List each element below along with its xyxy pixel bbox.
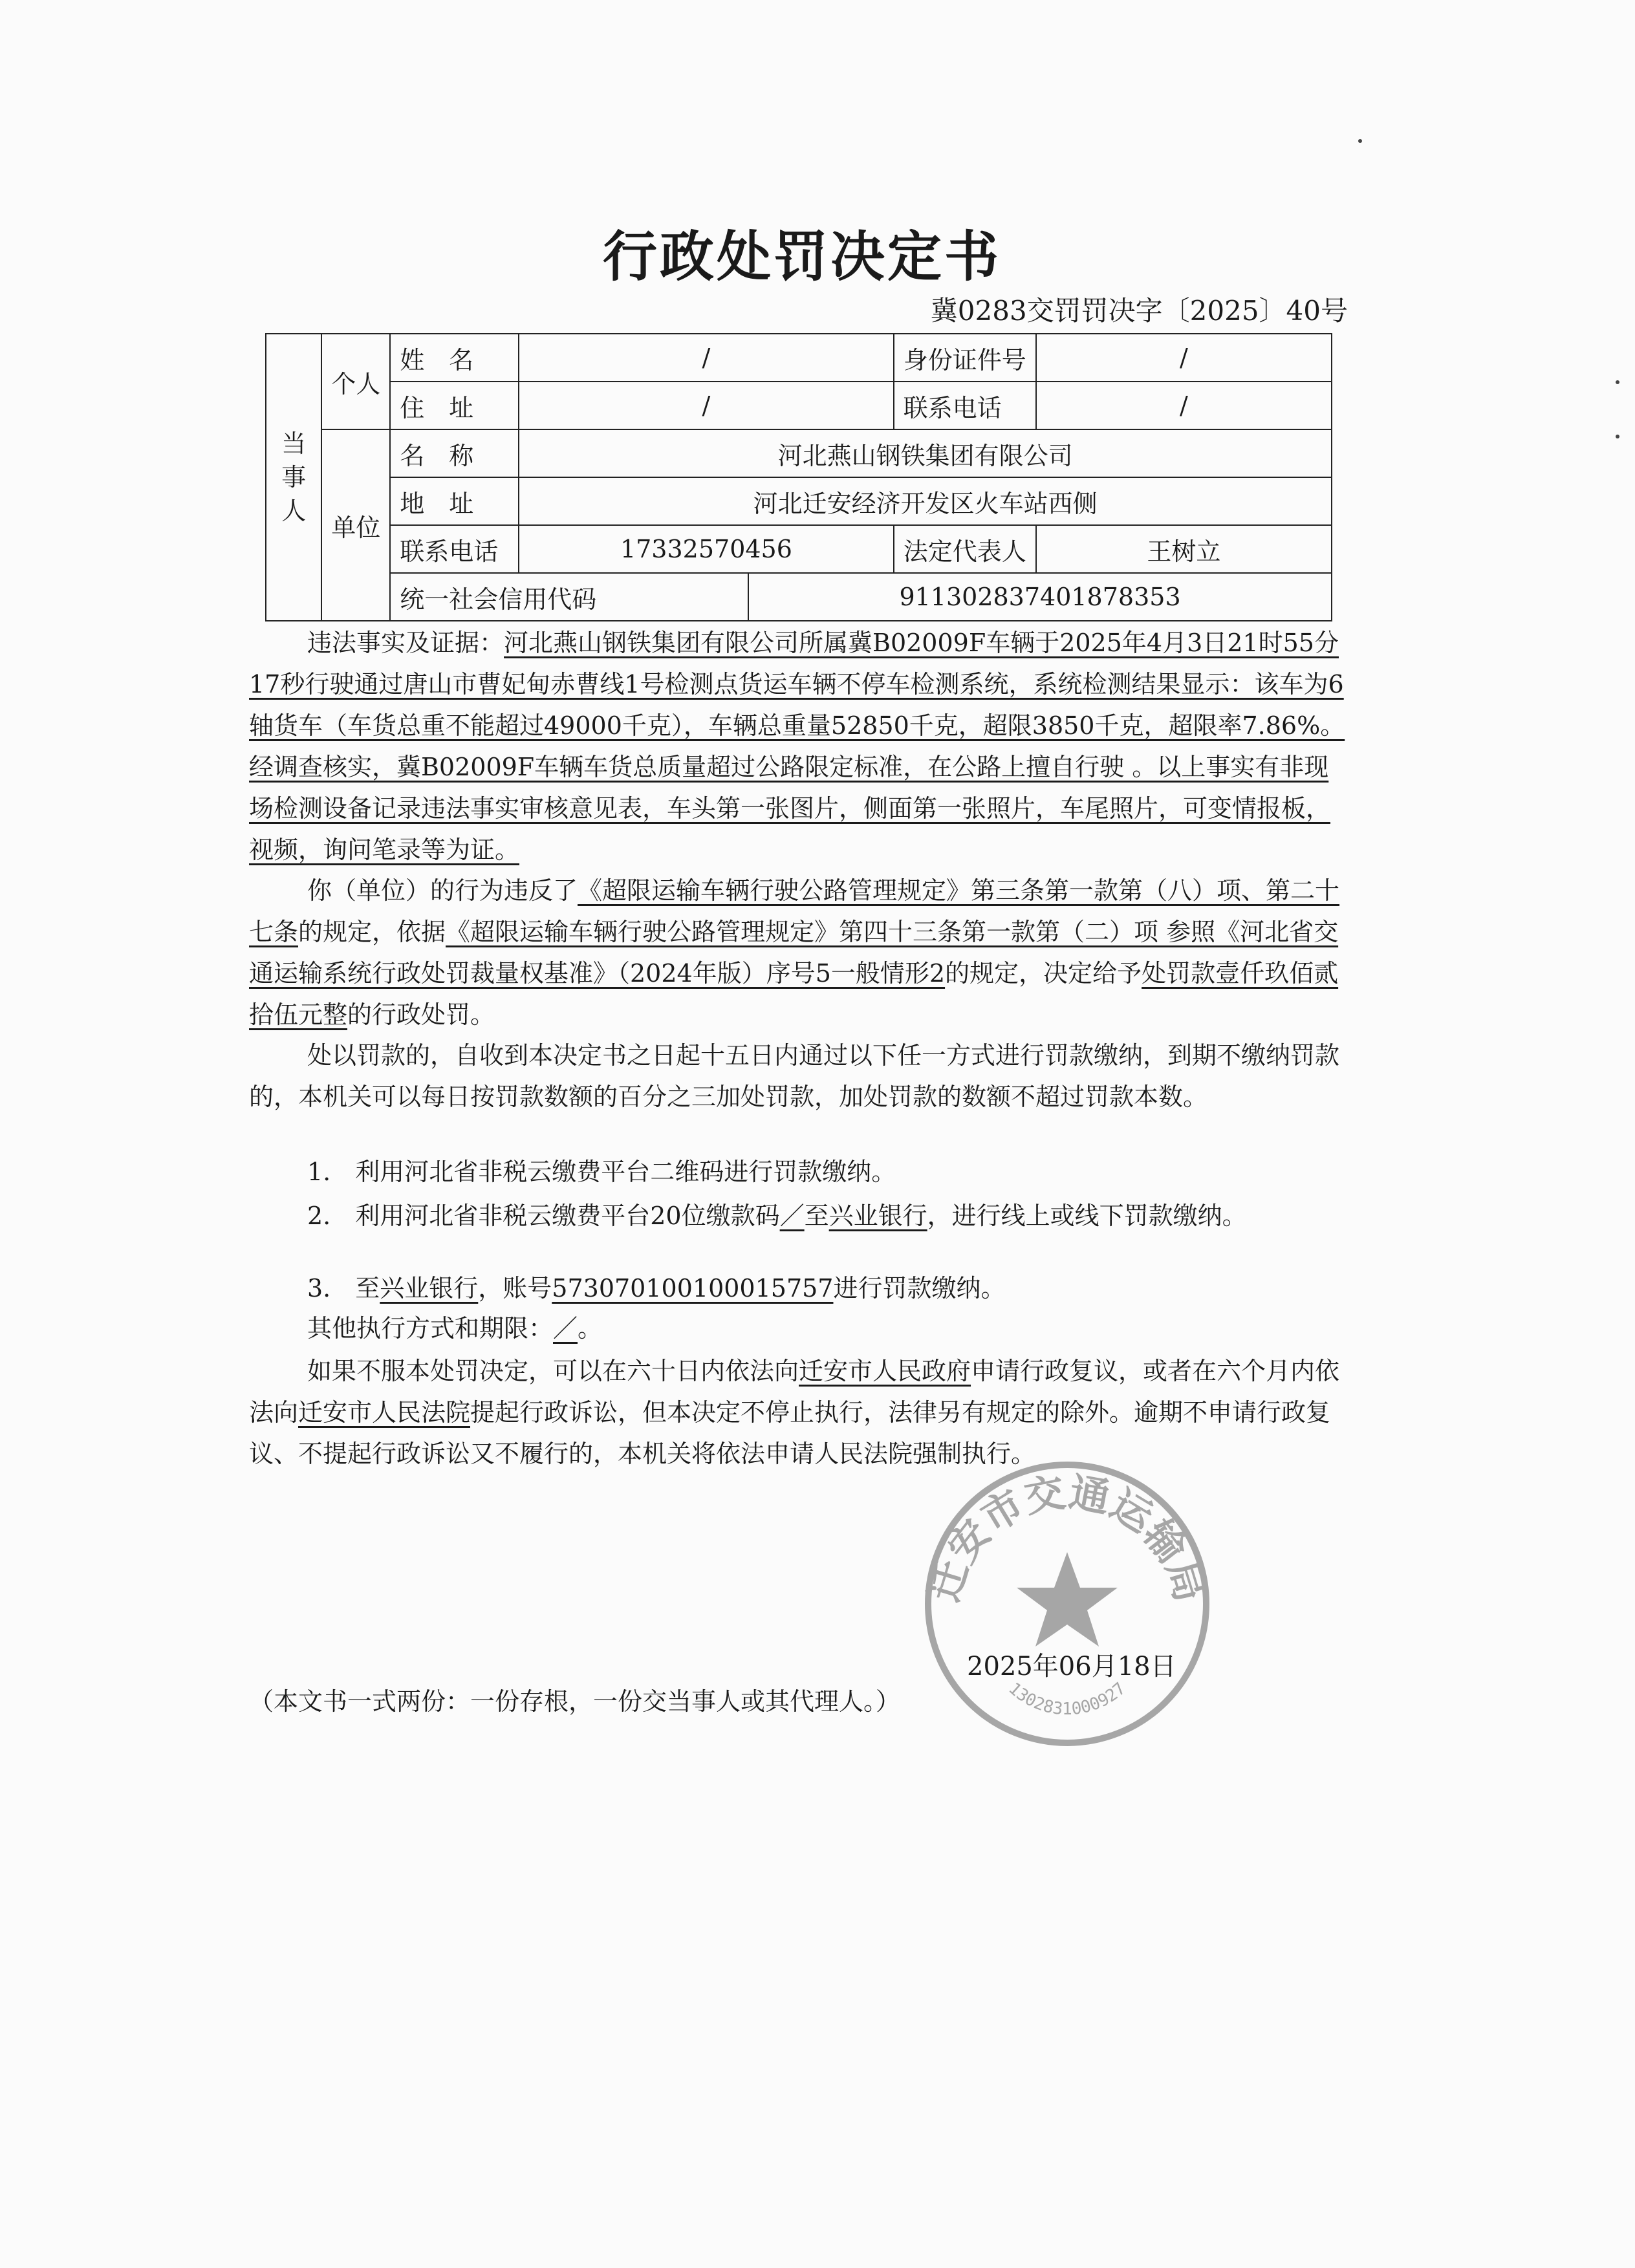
seal-star-icon: [1017, 1552, 1118, 1647]
other-execution: [249, 1308, 1348, 1349]
unit-label: 单位: [321, 429, 390, 621]
violated-law: 《超限运输车辆行驶公路管理规定》第三条第一款第（八）项、第二十七条: [249, 876, 1340, 946]
issue-date: 2025年06月18日: [967, 1652, 1176, 1681]
appeal-text-a: 如果不服本处罚决定，可以在六十日内依法向: [307, 1357, 799, 1385]
official-seal: [918, 1455, 1216, 1753]
party-label: 当事人: [266, 334, 321, 621]
violation-text-4: 的行政处罚。: [347, 1000, 495, 1029]
address-value: /: [519, 382, 894, 429]
id-label: 身份证件号: [894, 334, 1036, 382]
review-authority: 迁安市人民政府: [799, 1357, 971, 1385]
unit-name-value: 河北燕山钢铁集团有限公司: [519, 429, 1332, 477]
basis-law: 《超限运输车辆行驶公路管理规定》第四十三条第一款第（二）项 参照《河北省交通运输系统行政处罚裁量权基准》（2024年版）序号5一般情形2: [249, 918, 1339, 988]
method2-text-c: ，进行线上或线下罚款缴纳。: [927, 1202, 1247, 1230]
legal-rep-value: 王树立: [1036, 525, 1332, 573]
individual-label: 个人: [321, 334, 390, 429]
other-text-a: 其他执行方式和期限：: [307, 1314, 554, 1343]
unit-name-label: 名 称: [390, 429, 519, 477]
unit-phone-value: 17332570456: [519, 525, 894, 573]
appeal-text-b: 申请行政复议，或者在六个月内依法向: [249, 1357, 1340, 1427]
facts-label: 违法事实及证据：: [307, 629, 504, 657]
other-value: ／: [553, 1314, 578, 1343]
legal-rep-label: 法定代表人: [894, 525, 1036, 573]
unit-address-value: 河北迁安经济开发区火车站西侧: [519, 477, 1332, 525]
payment-intro: 处以罚款的，自收到本决定书之日起十五日内通过以下任一方式进行罚款缴纳，到期不缴纳罚款的，本机关可以每日按罚款数额的百分之三加处罚款，加处罚款的数额不超过罚款本数。: [249, 1041, 1340, 1111]
seal-number: 1302831000927: [1004, 1679, 1130, 1720]
address-label: 住 址: [390, 382, 519, 429]
name-label: 姓 名: [390, 334, 519, 382]
method3-text-c: 进行罚款缴纳。: [833, 1274, 1006, 1302]
credit-code-value: 911302837401878353: [748, 573, 1332, 621]
violation-paragraph: [249, 870, 1348, 1035]
court: 迁安市人民法院: [298, 1398, 471, 1427]
method3-text-a: 3. 至: [307, 1274, 380, 1302]
violation-text-1: 你（单位）的行为违反了: [307, 876, 578, 905]
facts-text: 河北燕山钢铁集团有限公司所属冀B02009F车辆于2025年4月3日21时55分17秒行驶通过唐山市曹妃甸赤曹线1号检测点货运车辆不停车检测系统，系统检测结果显示：该车为6轴货车（车货总重不能超过49000千克），车辆总重量52850千克，超限3850千克，超限率7.86%。经调查核实，冀B02009F车辆车货总质量超过公路限定标准，在公路上擅自行驶 。以上事实有非现场检测设备记录违法事实审核意见表，车头第一张图片，侧面第一张照片，车尾照片，可变情报板，视频，询问笔录等为证。: [249, 629, 1345, 864]
id-value: /: [1036, 334, 1332, 382]
payment-code: ／: [779, 1202, 805, 1230]
method3-bank: 兴业银行: [380, 1274, 479, 1302]
phone-value: /: [1036, 382, 1332, 429]
payment-method-1: 1. 利用河北省非税云缴费平台二维码进行罚款缴纳。: [307, 1158, 896, 1186]
scan-speck: [1616, 380, 1619, 384]
method3-text-b: ，账号: [478, 1274, 552, 1302]
document-number: 冀0283交罚罚决字〔2025〕40号: [930, 295, 1348, 327]
credit-code-label: 统一社会信用代码: [390, 573, 748, 621]
penalty-amount: 处罚款壹仟玖佰贰拾伍元整: [249, 959, 1339, 1029]
facts-paragraph: [249, 622, 1348, 870]
other-text-b: 。: [578, 1314, 603, 1343]
method2-text-b: 至: [804, 1202, 829, 1230]
unit-phone-label: 联系电话: [390, 525, 519, 573]
method2-text-a: 2. 利用河北省非税云缴费平台20位缴款码: [307, 1202, 780, 1230]
unit-address-label: 地 址: [390, 477, 519, 525]
copies-note: （本文书一式两份：一份存根，一份交当事人或其代理人。）: [249, 1687, 901, 1716]
document-title: 行政处罚决定书: [602, 225, 1001, 288]
appeal-text-c: 提起行政诉讼，但本决定不停止执行，法律另有规定的除外。逾期不申请行政复议、不提起行政诉讼又不履行的，本机关将依法申请人民法院强制执行。: [249, 1398, 1331, 1468]
phone-label: 联系电话: [894, 382, 1036, 429]
scan-speck: [1358, 139, 1362, 143]
violation-text-2: 的规定，依据: [298, 918, 446, 946]
method2-bank: 兴业银行: [828, 1202, 927, 1230]
bank-account: 573070100100015757: [552, 1274, 834, 1302]
violation-text-3: 的规定，决定给予: [945, 959, 1142, 988]
payment-method-2: [249, 1195, 1348, 1237]
seal-text: 迁安市交通运输局: [920, 1468, 1215, 1607]
scan-speck: [1616, 435, 1619, 438]
name-value: /: [519, 334, 894, 382]
party-info-table: [265, 333, 1332, 621]
payment-method-3: [249, 1268, 1348, 1309]
